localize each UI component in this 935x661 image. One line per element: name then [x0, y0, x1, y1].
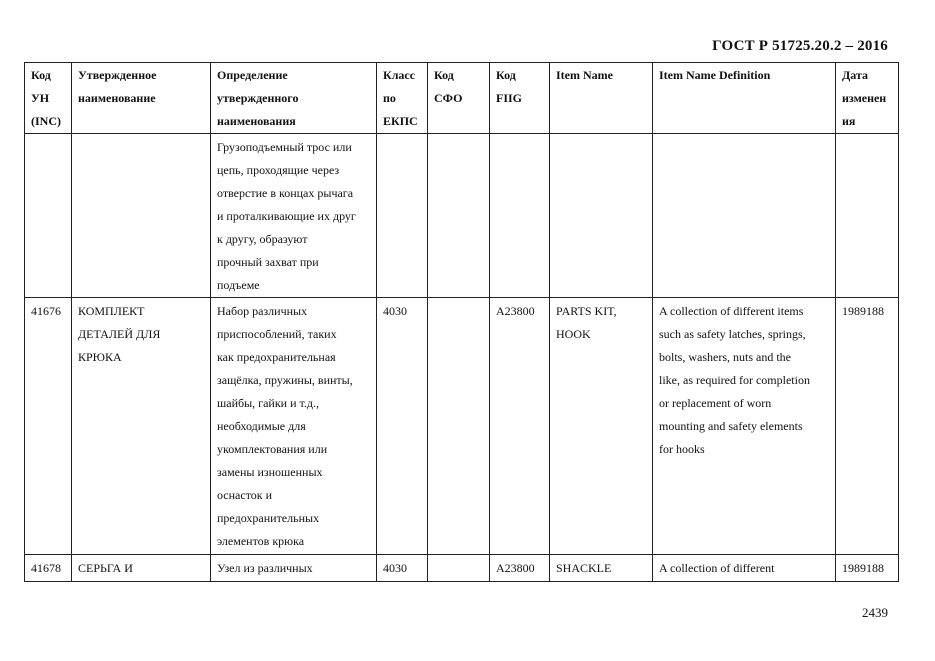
cell-change-date — [836, 555, 899, 582]
cell-text-line: HOOK — [556, 327, 591, 341]
cell-text-line: Код — [31, 68, 51, 82]
cell-name-definition — [211, 298, 377, 555]
cell-text-line: подъеме — [217, 278, 260, 292]
cell-text-line: (INC) — [31, 114, 61, 128]
column-header-fiig-code — [490, 63, 550, 134]
cell-text-line: укомплектования или — [217, 442, 328, 456]
cell-name-definition — [211, 134, 377, 298]
cell-text-line: A23800 — [496, 561, 535, 575]
table-row — [25, 555, 899, 582]
cell-text-line: прочный захват при — [217, 255, 319, 269]
table-row — [25, 134, 899, 298]
cell-text-line: Item Name — [556, 68, 613, 82]
cell-text-line: КОМПЛЕКТ — [78, 304, 145, 318]
cell-ekps-class — [377, 134, 428, 298]
column-header-approved-name — [72, 63, 211, 134]
cell-text-line: PARTS KIT, — [556, 304, 617, 318]
cell-item-name-definition — [653, 555, 836, 582]
cell-inc-code — [25, 298, 72, 555]
document-standard-header: ГОСТ Р 51725.20.2 – 2016 — [712, 38, 888, 54]
cell-ekps-class — [377, 555, 428, 582]
cell-change-date — [836, 134, 899, 298]
cell-text-line: 4030 — [383, 561, 407, 575]
cell-text-line: Дата — [842, 68, 868, 82]
page-number: 2439 — [862, 605, 888, 620]
cell-fiig-code — [490, 134, 550, 298]
cell-text-line: ия — [842, 114, 856, 128]
cell-text-line: наименование — [78, 91, 156, 105]
column-header-ekps-class — [377, 63, 428, 134]
cell-text-line: СФО — [434, 91, 463, 105]
cell-text-line: КРЮКА — [78, 350, 122, 364]
cell-text-line: Грузоподъемный трос или — [217, 140, 352, 154]
cell-text-line: защёлка, пружины, винты, — [217, 373, 353, 387]
cell-text-line: замены изношенных — [217, 465, 323, 479]
cell-text-line: утвержденного — [217, 91, 299, 105]
cell-text-line: like, as required for completion — [659, 373, 810, 387]
cell-text-line: Код — [434, 68, 454, 82]
cell-sfo-code — [428, 555, 490, 582]
cell-text-line: 4030 — [383, 304, 407, 318]
cell-text-line: СЕРЬГА И — [78, 561, 133, 575]
cell-change-date — [836, 298, 899, 555]
cell-approved-name — [72, 298, 211, 555]
cell-text-line: Item Name Definition — [659, 68, 771, 82]
cell-text-line: Определение — [217, 68, 288, 82]
cell-text-line: 41676 — [31, 304, 61, 318]
cell-approved-name — [72, 134, 211, 298]
cell-text-line: Набор различных — [217, 304, 308, 318]
cell-text-line: цепь, проходящие через — [217, 163, 340, 177]
cell-fiig-code — [490, 298, 550, 555]
cell-inc-code — [25, 134, 72, 298]
cell-text-line: 41678 — [31, 561, 61, 575]
column-header-inc-code — [25, 63, 72, 134]
cell-text-line: наименования — [217, 114, 296, 128]
cell-text-line: A collection of different items — [659, 304, 804, 318]
column-header-sfo-code — [428, 63, 490, 134]
cell-text-line: ДЕТАЛЕЙ ДЛЯ — [78, 327, 161, 341]
cell-approved-name — [72, 555, 211, 582]
cell-item-name — [550, 555, 653, 582]
cell-name-definition — [211, 555, 377, 582]
table-row — [25, 298, 899, 555]
cell-text-line: Код — [496, 68, 516, 82]
cell-item-name — [550, 134, 653, 298]
cell-text-line: ЕКПС — [383, 114, 418, 128]
cell-text-line: изменен — [842, 91, 887, 105]
cell-text-line: к другу, образуют — [217, 232, 308, 246]
cell-text-line: отверстие в концах рычага — [217, 186, 354, 200]
cell-text-line: по — [383, 91, 396, 105]
cell-text-line: 1989188 — [842, 304, 884, 318]
cell-text-line: SHACKLE — [556, 561, 612, 575]
cell-item-name-definition — [653, 134, 836, 298]
cell-text-line: приспособлений, таких — [217, 327, 337, 341]
table-header-row — [25, 63, 899, 134]
cell-text-line: необходимые для — [217, 419, 306, 433]
cell-inc-code — [25, 555, 72, 582]
cell-text-line: bolts, washers, nuts and the — [659, 350, 791, 364]
cell-text-line: or replacement of worn — [659, 396, 772, 410]
cell-text-line: A collection of different — [659, 561, 775, 575]
cell-sfo-code — [428, 134, 490, 298]
cell-text-line: Класс — [383, 68, 416, 82]
cell-text-line: FIIG — [496, 91, 523, 105]
cell-item-name — [550, 298, 653, 555]
item-catalog-table — [24, 62, 899, 582]
cell-text-line: шайбы, гайки и т.д., — [217, 396, 319, 410]
cell-text-line: предохранительных — [217, 511, 320, 525]
cell-text-line: и проталкивающие их друг — [217, 209, 356, 223]
cell-text-line: for hooks — [659, 442, 705, 456]
column-header-change-date — [836, 63, 899, 134]
column-header-item-name-definition — [653, 63, 836, 134]
cell-ekps-class — [377, 298, 428, 555]
cell-text-line: A23800 — [496, 304, 535, 318]
column-header-name-definition — [211, 63, 377, 134]
cell-text-line: оснасток и — [217, 488, 273, 502]
cell-item-name-definition — [653, 298, 836, 555]
cell-text-line: such as safety latches, springs, — [659, 327, 806, 341]
cell-text-line: Утвержденное — [78, 68, 157, 82]
cell-text-line: УН — [31, 91, 50, 105]
cell-text-line: как предохранительная — [217, 350, 336, 364]
cell-text-line: 1989188 — [842, 561, 884, 575]
column-header-item-name — [550, 63, 653, 134]
cell-text-line: mounting and safety elements — [659, 419, 803, 433]
cell-text-line: Узел из различных — [217, 561, 313, 575]
cell-text-line: элементов крюка — [217, 534, 305, 548]
cell-sfo-code — [428, 298, 490, 555]
cell-fiig-code — [490, 555, 550, 582]
